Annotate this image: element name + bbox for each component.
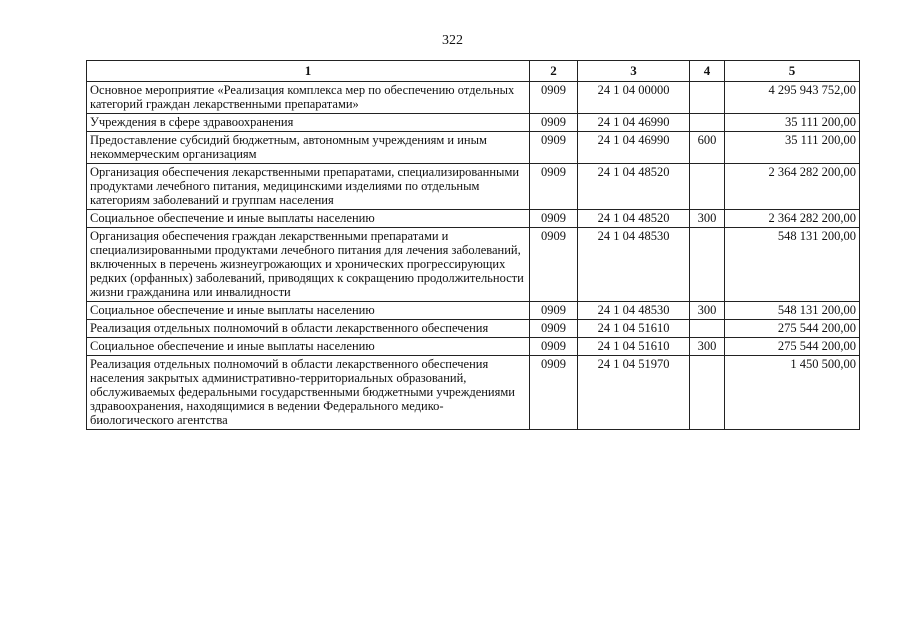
row-section: 0909 [530, 132, 578, 164]
row-code: 24 1 04 51610 [578, 338, 690, 356]
row-sum: 275 544 200,00 [725, 320, 860, 338]
header-col-3: 3 [578, 61, 690, 82]
table-row [87, 338, 860, 356]
table-row [87, 210, 860, 228]
row-section: 0909 [530, 356, 578, 430]
table-row [87, 164, 860, 210]
row-type [690, 164, 725, 210]
row-name: Организация обеспечения граждан лекарственными препаратами и специализированными продуктами лечебного питания для лечения заболеваний, включенных в перечень жизнеугрожающих и хронических прогрессирующих редких (орфанных) заболеваний, приводящих к сокращению продолжительности жизни гражданина или инвалидности [87, 228, 530, 302]
row-type [690, 356, 725, 430]
row-type: 300 [690, 338, 725, 356]
header-col-2: 2 [530, 61, 578, 82]
row-code: 24 1 04 46990 [578, 132, 690, 164]
row-name: Реализация отдельных полномочий в области лекарственного обеспечения населения закрытых административно-территориальных образований, обслуживаемых федеральными государственными бюджетными учреждениями здравоохранения, находящимися в ведении Федерального медико-биологического агентства [87, 356, 530, 430]
row-sum: 2 364 282 200,00 [725, 164, 860, 210]
table-row [87, 356, 860, 430]
header-col-5: 5 [725, 61, 860, 82]
row-code: 24 1 04 51970 [578, 356, 690, 430]
row-sum: 4 295 943 752,00 [725, 82, 860, 114]
row-name: Социальное обеспечение и иные выплаты населению [87, 210, 530, 228]
row-type [690, 114, 725, 132]
row-sum: 548 131 200,00 [725, 228, 860, 302]
table-row [87, 82, 860, 114]
row-code: 24 1 04 48520 [578, 164, 690, 210]
row-section: 0909 [530, 320, 578, 338]
row-name: Социальное обеспечение и иные выплаты населению [87, 338, 530, 356]
row-sum: 2 364 282 200,00 [725, 210, 860, 228]
row-name: Реализация отдельных полномочий в области лекарственного обеспечения [87, 320, 530, 338]
page-number: 322 [442, 33, 463, 48]
row-type: 300 [690, 210, 725, 228]
row-name: Учреждения в сфере здравоохранения [87, 114, 530, 132]
header-col-1: 1 [87, 61, 530, 82]
row-type: 600 [690, 132, 725, 164]
row-section: 0909 [530, 302, 578, 320]
table-row [87, 302, 860, 320]
row-name: Основное мероприятие «Реализация комплекса мер по обеспечению отдельных категорий граждан лекарственными препаратами» [87, 82, 530, 114]
row-section: 0909 [530, 210, 578, 228]
row-name: Социальное обеспечение и иные выплаты населению [87, 302, 530, 320]
row-code: 24 1 04 00000 [578, 82, 690, 114]
row-code: 24 1 04 48530 [578, 302, 690, 320]
table-row [87, 132, 860, 164]
row-type: 300 [690, 302, 725, 320]
row-type [690, 82, 725, 114]
row-code: 24 1 04 51610 [578, 320, 690, 338]
row-sum: 548 131 200,00 [725, 302, 860, 320]
row-code: 24 1 04 48530 [578, 228, 690, 302]
header-row [87, 61, 860, 82]
row-type [690, 320, 725, 338]
row-section: 0909 [530, 82, 578, 114]
row-code: 24 1 04 46990 [578, 114, 690, 132]
header-col-4: 4 [690, 61, 725, 82]
table-row [87, 228, 860, 302]
row-section: 0909 [530, 114, 578, 132]
row-sum: 35 111 200,00 [725, 114, 860, 132]
row-section: 0909 [530, 338, 578, 356]
table-row [87, 320, 860, 338]
row-name: Организация обеспечения лекарственными препаратами, специализированными продуктами лечебного питания, медицинскими изделиями по отдельным категориям заболеваний и группам населения [87, 164, 530, 210]
row-code: 24 1 04 48520 [578, 210, 690, 228]
row-name: Предоставление субсидий бюджетным, автономным учреждениям и иным некоммерческим организациям [87, 132, 530, 164]
table-row [87, 114, 860, 132]
budget-table [86, 60, 860, 430]
row-section: 0909 [530, 164, 578, 210]
row-sum: 1 450 500,00 [725, 356, 860, 430]
row-type [690, 228, 725, 302]
row-sum: 35 111 200,00 [725, 132, 860, 164]
row-section: 0909 [530, 228, 578, 302]
row-sum: 275 544 200,00 [725, 338, 860, 356]
